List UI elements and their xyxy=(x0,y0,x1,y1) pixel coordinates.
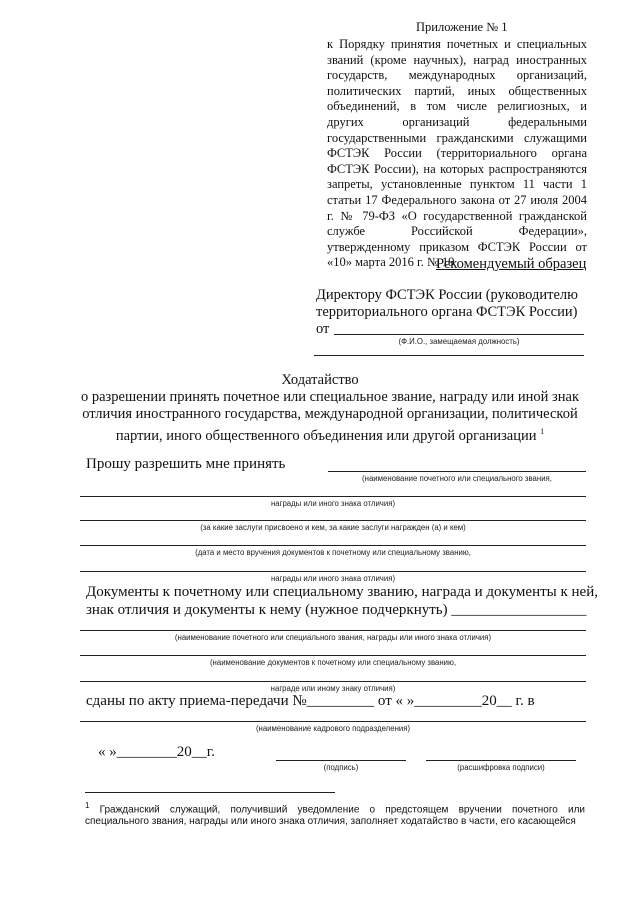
request-caption-2: награды или иного знака отличия) xyxy=(270,499,396,508)
handover-caption: (наименование кадрового подразделения) xyxy=(255,724,411,733)
appendix-title: Приложение № 1 xyxy=(416,20,508,34)
request-line-2[interactable] xyxy=(80,496,586,497)
documents-line-1: Документы к почетному или специальному званию, награда и документы к ней, xyxy=(86,584,598,600)
documents-caption-3: награде или иному знаку отличия) xyxy=(270,684,396,693)
documents-caption-2: (наименование документов к почетному или специальному званию, xyxy=(209,658,457,667)
request-caption-4: (дата и место вручения документов к почетному или специальному званию, xyxy=(195,548,471,557)
addressee-from-line[interactable] xyxy=(334,334,584,335)
addressee-block xyxy=(316,287,591,338)
request-line-4[interactable] xyxy=(80,545,586,546)
signature-decode-line[interactable] xyxy=(426,760,576,761)
signature-decode-caption: (расшифровка подписи) xyxy=(457,763,545,772)
footnote-text: Гражданский служащий, получивший уведомление о предстоящем вручении почетного или специального звания, награды или иного знака отличия, заполняет ходатайство в части, его касающейся xyxy=(85,804,585,828)
signature-date: « »________20__г. xyxy=(98,744,215,760)
document-title: Ходатайство xyxy=(281,372,359,388)
handover-text: сданы по акту приема-передачи №_________ от « »_________20__ г. в xyxy=(86,693,535,709)
request-caption-5: награды или иного знака отличия) xyxy=(270,574,396,583)
documents-line-a[interactable] xyxy=(80,630,586,631)
signature-caption: (подпись) xyxy=(323,763,359,772)
documents-line-c[interactable] xyxy=(80,681,586,682)
request-caption-1: (наименование почетного или специального звания, xyxy=(362,474,552,483)
petition-subject xyxy=(70,389,590,445)
addressee-from: от xyxy=(316,321,330,337)
signature-line[interactable] xyxy=(276,760,406,761)
footnote-ref: 1 xyxy=(540,427,545,436)
petition-text: о разрешении принять почетное или специальное звание, награду или иной знак отличия иностранного государства, международной организации, политической партии, иного общественного объединения или другой организации xyxy=(81,389,579,444)
request-line-3[interactable] xyxy=(80,520,586,521)
addressee-extra-line[interactable] xyxy=(314,355,584,356)
request-line-5[interactable] xyxy=(80,571,586,572)
footnote-mark: 1 xyxy=(85,801,90,810)
addressee-line-2: территориального органа ФСТЭК России) xyxy=(316,304,578,320)
footnote xyxy=(85,800,585,828)
documents-line-b[interactable] xyxy=(80,655,586,656)
addressee-line-1: Директору ФСТЭК России (руководителю xyxy=(316,287,578,303)
handover-line[interactable] xyxy=(80,721,586,722)
request-caption-3: (за какие заслуги присвоено и кем, за какие заслуги награжден (а) и кем) xyxy=(200,523,466,532)
addressee-caption: (Ф.И.О., замещаемая должность) xyxy=(398,337,520,346)
appendix-body: к Порядку принятия почетных и специальных званий (кроме научных), наград иностранных государств, международных организаций, политических партий, иных общественных объединений, в том числе религиозных, и других организаций федеральными государственными гражданскими служащими ФСТЭК России (территориального органа ФСТЭК России), на которых распространяются запреты, установленные пунктом 11 части 1 статьи 17 Федерального закона от 27 июля 2004 г. № 79-ФЗ «О государственной гражданской службе Российской Федерации», утвержденному приказом ФСТЭК России от «10» марта 2016 г. № 19 xyxy=(327,37,587,270)
request-label: Прошу разрешить мне принять xyxy=(86,456,286,472)
documents-caption-1: (наименование почетного или специального звания, награды или иного знака отличия) xyxy=(174,633,492,642)
footnote-rule xyxy=(85,792,335,793)
documents-line-2: знак отличия и документы к нему (нужное подчеркнуть) __________________ xyxy=(86,602,587,618)
recommended-sample-label: Рекомендуемый образец xyxy=(436,256,587,272)
request-line-1[interactable] xyxy=(328,471,586,472)
